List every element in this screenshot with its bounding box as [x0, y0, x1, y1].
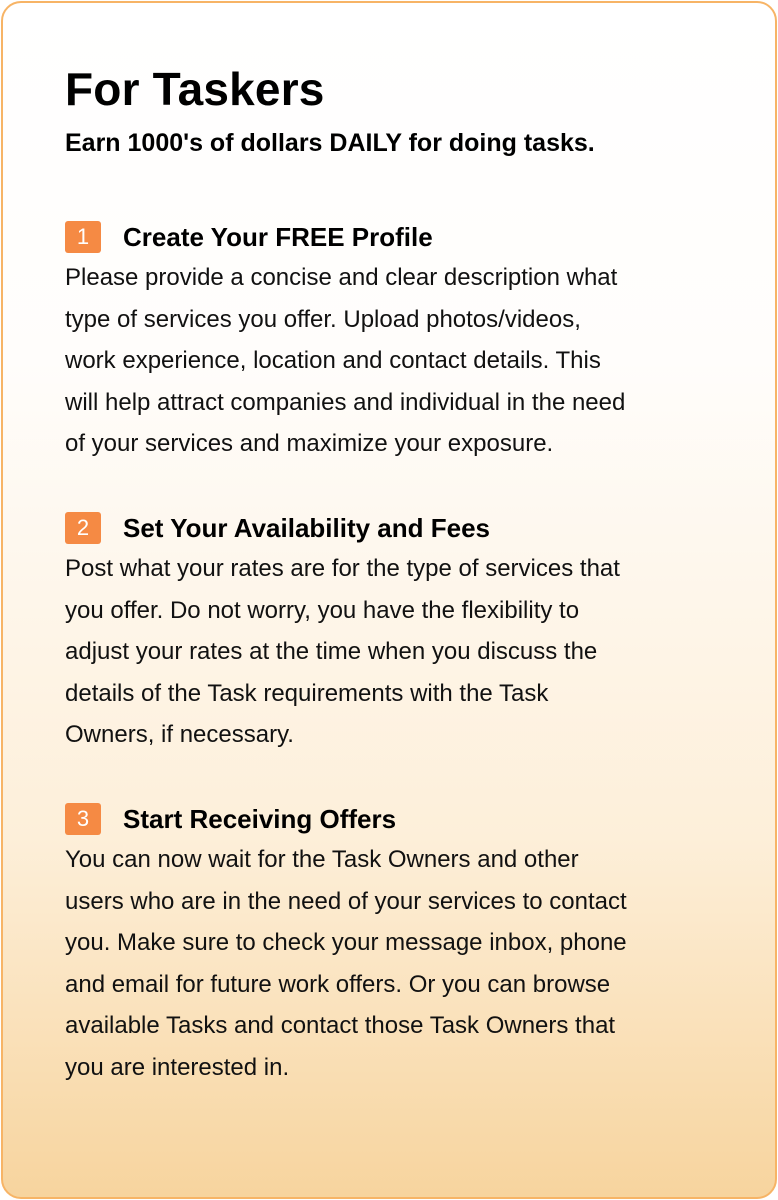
- step-2-number-badge: 2: [65, 512, 101, 544]
- step-3-line: users who are in the need of your services to contact: [65, 887, 627, 915]
- step-3-header: [65, 799, 715, 839]
- step-2-line: Post what your rates are for the type of services that: [65, 555, 620, 582]
- page-subtitle: Earn 1000's of dollars DAILY for doing tasks.: [65, 129, 595, 157]
- step-2-line: Owners, if necessary.: [65, 721, 294, 748]
- step-1-line: type of services you offer. Upload photos/videos,: [65, 305, 581, 333]
- step-3-title: Start Receiving Offers: [123, 803, 397, 834]
- step-3-line: you are interested in.: [65, 1053, 290, 1081]
- step-1-line: work experience, location and contact details. This: [65, 347, 601, 374]
- step-3-number-badge: 3: [65, 803, 101, 835]
- step-3: [65, 799, 715, 1088]
- step-2-line: details of the Task requirements with the Task: [65, 679, 549, 707]
- taskers-card: [1, 1, 777, 1199]
- step-1-line: Please provide a concise and clear description what: [65, 264, 618, 291]
- step-1-description: [65, 257, 715, 465]
- step-1-line: will help attract companies and individual in the need: [65, 388, 626, 416]
- step-2: [65, 508, 715, 756]
- step-1-header: [65, 217, 715, 257]
- step-3-line: you. Make sure to check your message inbox, phone: [65, 929, 627, 956]
- step-1-number-badge: 1: [65, 221, 101, 253]
- step-2-title: Set Your Availability and Fees: [123, 512, 491, 543]
- step-3-line: You can now wait for the Task Owners and other: [65, 846, 579, 873]
- step-3-line: and email for future work offers. Or you can browse: [65, 970, 611, 998]
- step-2-line: adjust your rates at the time when you discuss the: [65, 638, 598, 665]
- page-title: For Taskers: [65, 63, 325, 115]
- step-1: [65, 217, 715, 465]
- step-2-description: [65, 548, 715, 756]
- step-1-title: Create Your FREE Profile: [123, 221, 433, 252]
- step-2-line: you offer. Do not worry, you have the flexibility to: [65, 596, 580, 624]
- step-3-description: [65, 839, 715, 1088]
- step-2-header: [65, 508, 715, 548]
- step-1-line: of your services and maximize your exposure.: [65, 430, 554, 457]
- step-3-line: available Tasks and contact those Task Owners that: [65, 1012, 616, 1039]
